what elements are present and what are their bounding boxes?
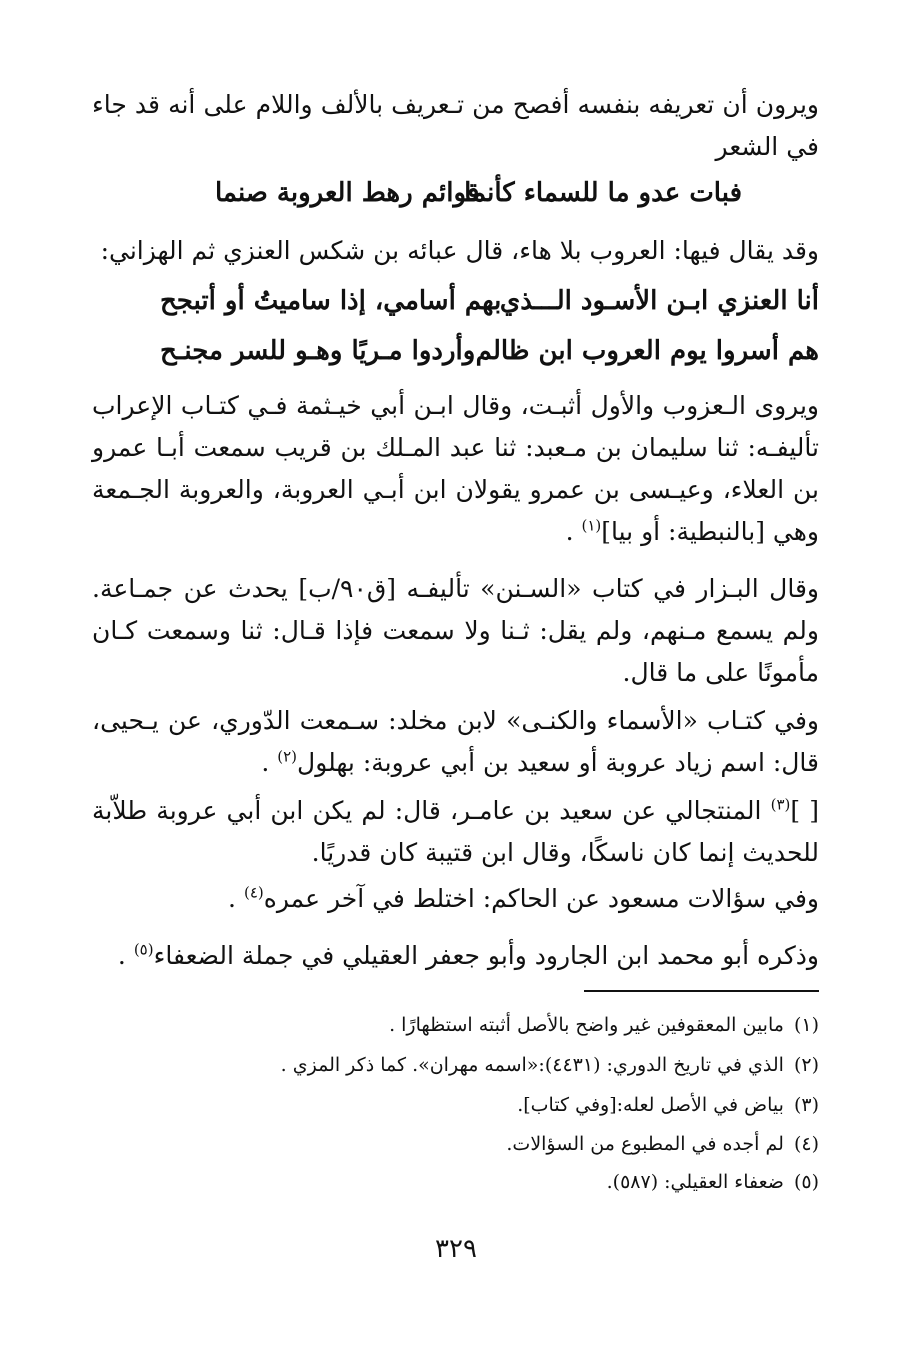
footnote-separator — [584, 990, 819, 992]
blank-bracket: [ ] — [790, 796, 819, 825]
footnote-number: (١) — [793, 1014, 819, 1036]
sentence-end: . — [565, 517, 574, 546]
footnote-ref-3: (٣) — [770, 795, 791, 814]
footnote-ref-1: (١) — [581, 516, 602, 535]
paragraph-text: وذكره أبو محمد ابن الجارود وأبو جعفر العقيلي في جملة الضعفاء — [153, 941, 819, 970]
verse-2-first-hemistich: أنا العنزي ابـن الأسـود الـــذي — [499, 286, 819, 316]
footnote-3 — [92, 1092, 819, 1118]
paragraph-text: وفي سؤالات مسعود عن الحاكم: اختلط في آخر عمره — [263, 884, 819, 913]
paragraph-text: وقال البـزار في كتاب «السـنن» تأليفـه [ق٩٠/ب] يحدث عن جمـاعة. ولم يسمع مـنهم، ولم يقل: ثـنا ولا سمعت فإذا قـال: ثنا وسمعت كـان مأمونًا على ما قال. — [92, 574, 819, 687]
footnote-number: (٤) — [793, 1133, 819, 1155]
footnote-text: ضعفاء العقيلي: (٥٨٧). — [606, 1171, 784, 1193]
verse-1-first-hemistich: فبات عدو ما للسماء كأنما — [464, 178, 742, 208]
paragraph-masud-sualat — [92, 878, 819, 920]
footnote-ref-2: (٢) — [277, 747, 298, 766]
footnote-number: (٥) — [793, 1171, 819, 1193]
footnote-text: بياض في الأصل لعله:[وفي كتاب]. — [517, 1094, 784, 1116]
sentence-end: . — [228, 884, 236, 913]
paragraph-ibn-al-jarud — [92, 935, 819, 977]
footnote-ref-4: (٤) — [243, 883, 264, 902]
sentence-end: . — [117, 941, 126, 970]
footnote-number: (٢) — [793, 1054, 819, 1076]
page-number: ٣٢٩ — [435, 1234, 477, 1264]
paragraph-aroub — [92, 230, 819, 272]
paragraph-asma-kuna — [92, 700, 819, 784]
paragraph-text: ويروى الـعزوب والأول أثبـت، وقال ابـن أبي خيـثمة فـي كتـاب الإعراب تأليفـه: ثنا سليمان بن مـعبد: ثنا عبد المـلك بن قريب سمعت أبـا عمرو بن العلاء، وعيـسى بن عمرو يقولان ابن أبـي العروبة، والعروبة الجـمعة وهي [بالنبطية: أو بيا] — [92, 391, 819, 546]
verse-1-second-hemistich: قوائم رهط العروبة صنما — [215, 178, 480, 208]
verse-3-first-hemistich: هم أسروا يوم العروب ابن ظالم — [475, 336, 819, 366]
verse-3-second-hemistich: وأردوا مـريًا وهـو للسر مجنـح — [160, 336, 476, 366]
paragraph-text: ويرون أن تعريفه بنفسه أفصح من تـعريف بالألف واللام على أنه قد جاء في الشعر — [92, 90, 819, 161]
verse-2-second-hemistich: بهم أسامي، إذا ساميتُ أو أتبجح — [160, 286, 502, 316]
paragraph-text: وقد يقال فيها: العروب بلا هاء، قال عبائه بن شكس العنزي ثم الهزاني: — [100, 236, 819, 265]
paragraph-al-muntajali — [92, 790, 819, 874]
footnote-text: الذي في تاريخ الدوري: (٤٤٣١):«اسمه مهران». كما ذكر المزي . — [280, 1054, 784, 1076]
footnote-5 — [92, 1169, 819, 1195]
paragraph-ibn-abi-khaythama — [92, 385, 819, 553]
paragraph-definiteness — [92, 84, 819, 168]
paragraph-text: المنتجالي عن سعيد بن عامـر، قال: لم يكن ابن أبي عروبة طلاّبة للحديث إنما كان ناسكًا، وقال ابن قتيبة كان قدريًا. — [92, 796, 819, 867]
paragraph-text: وفي كتـاب «الأسماء والكنـى» لابن مخلد: سـمعت الدّوري، عن يـحيى، قال: اسم زياد عروبة أو سعيد بن أبي عروبة: بهلول — [92, 706, 819, 777]
sentence-end: . — [261, 748, 270, 777]
footnote-text: لم أجده في المطبوع من السؤالات. — [506, 1133, 784, 1155]
footnote-number: (٣) — [793, 1094, 819, 1116]
paragraph-al-bazzar — [92, 568, 819, 694]
footnote-4 — [92, 1131, 819, 1157]
footnote-ref-5: (٥) — [133, 940, 154, 959]
footnote-text: مابين المعقوفين غير واضح بالأصل أثبته استظهارًا . — [389, 1014, 784, 1036]
footnote-2 — [92, 1052, 819, 1078]
footnote-1 — [92, 1012, 819, 1038]
